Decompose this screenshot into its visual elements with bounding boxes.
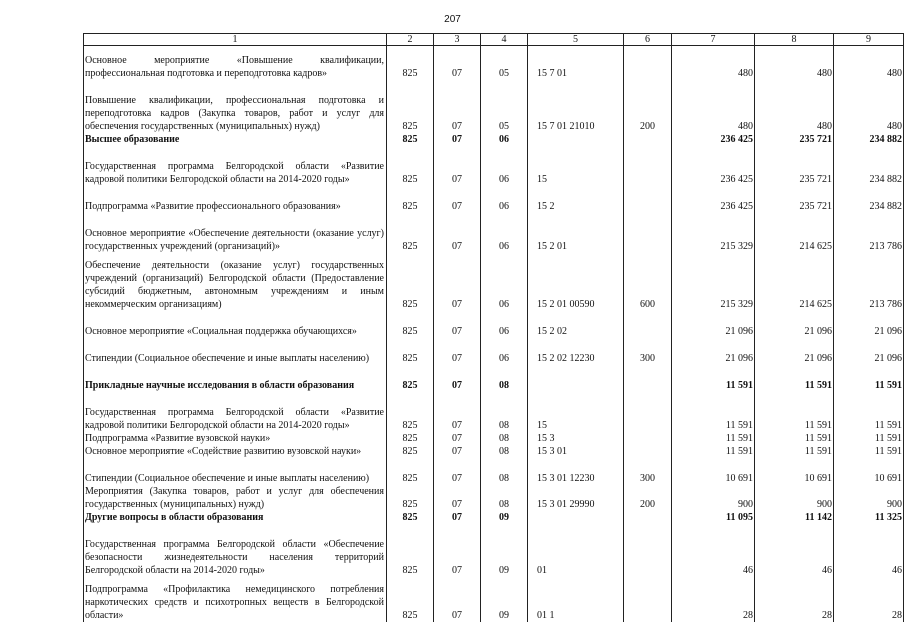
amount-2019-cell: 28: [672, 583, 755, 622]
table-row: [84, 133, 904, 146]
section-cell: 07: [434, 352, 481, 365]
amount-2021-cell: 480: [834, 54, 904, 80]
table-row: [84, 325, 904, 338]
expense-type-cell: [624, 227, 672, 253]
amount-2021-cell: 234 882: [834, 200, 904, 213]
target-article-cell: 15: [528, 160, 624, 186]
target-article-cell: 15 3 01: [528, 445, 624, 458]
section-cell: 07: [434, 54, 481, 80]
target-article-cell: 15 3 01 12230: [528, 472, 624, 485]
table-row: [84, 406, 904, 432]
amount-2019-cell: 11 591: [672, 445, 755, 458]
header-cell: 4: [481, 34, 528, 46]
section-cell: 07: [434, 406, 481, 432]
amount-2021-cell: 11 591: [834, 406, 904, 432]
ved-cell: 825: [387, 485, 434, 511]
amount-2019-cell: 11 591: [672, 406, 755, 432]
amount-2021-cell: 11 591: [834, 445, 904, 458]
header-cell: 1: [84, 34, 387, 46]
subsection-cell: 06: [481, 259, 528, 311]
ved-cell: 825: [387, 352, 434, 365]
row-spacer: [84, 338, 904, 352]
row-spacer: [84, 458, 904, 472]
section-cell: 07: [434, 133, 481, 146]
expense-type-cell: [624, 538, 672, 577]
amount-2020-cell: 480: [755, 94, 834, 133]
amount-2020-cell: 21 096: [755, 352, 834, 365]
section-cell: 07: [434, 485, 481, 511]
subsection-cell: 08: [481, 445, 528, 458]
amount-2020-cell: 235 721: [755, 160, 834, 186]
amount-2019-cell: 215 329: [672, 259, 755, 311]
ved-cell: 825: [387, 325, 434, 338]
subsection-cell: 09: [481, 538, 528, 577]
amount-2019-cell: 11 591: [672, 432, 755, 445]
row-spacer: [84, 46, 904, 55]
row-name-cell: Другие вопросы в области образования: [84, 511, 387, 524]
amount-2021-cell: 11 591: [834, 379, 904, 392]
ved-cell: 825: [387, 472, 434, 485]
amount-2021-cell: 46: [834, 538, 904, 577]
amount-2020-cell: 46: [755, 538, 834, 577]
target-article-cell: 15 7 01 21010: [528, 94, 624, 133]
row-spacer: [84, 213, 904, 227]
amount-2021-cell: 213 786: [834, 259, 904, 311]
section-cell: 07: [434, 160, 481, 186]
page-number: 207: [444, 14, 461, 25]
expense-type-cell: [624, 511, 672, 524]
target-article-cell: [528, 133, 624, 146]
section-cell: 07: [434, 538, 481, 577]
amount-2020-cell: 214 625: [755, 259, 834, 311]
target-article-cell: [528, 511, 624, 524]
amount-2020-cell: 11 591: [755, 406, 834, 432]
header-cell: 7: [672, 34, 755, 46]
row-name-cell: Подпрограмма «Развитие вузовской науки»: [84, 432, 387, 445]
amount-2019-cell: 10 691: [672, 472, 755, 485]
ved-cell: 825: [387, 406, 434, 432]
expense-type-cell: [624, 445, 672, 458]
amount-2020-cell: 11 591: [755, 432, 834, 445]
subsection-cell: 06: [481, 200, 528, 213]
row-spacer: [84, 80, 904, 94]
table-row: [84, 432, 904, 445]
amount-2021-cell: 21 096: [834, 325, 904, 338]
header-cell: 6: [624, 34, 672, 46]
ved-cell: 825: [387, 511, 434, 524]
budget-table: [83, 33, 904, 622]
section-cell: 07: [434, 94, 481, 133]
amount-2021-cell: 234 882: [834, 160, 904, 186]
row-name-cell: Основное мероприятие «Обеспечение деятельности (оказание услуг) государственных учреждений (организаций)»: [84, 227, 387, 253]
ved-cell: 825: [387, 200, 434, 213]
target-article-cell: 01: [528, 538, 624, 577]
amount-2021-cell: 11 591: [834, 432, 904, 445]
table-row: [84, 445, 904, 458]
expense-type-cell: [624, 406, 672, 432]
row-name-cell: Мероприятия (Закупка товаров, работ и услуг для обеспечения государственных (муниципальных) нужд): [84, 485, 387, 511]
section-cell: 07: [434, 432, 481, 445]
row-name-cell: Повышение квалификации, профессиональная подготовка и переподготовка кадров (Закупка товаров, работ и услуг для обеспечения государственных (муниципальных) нужд): [84, 94, 387, 133]
ved-cell: 825: [387, 94, 434, 133]
header-cell: 3: [434, 34, 481, 46]
amount-2020-cell: 235 721: [755, 200, 834, 213]
amount-2019-cell: 11 591: [672, 379, 755, 392]
amount-2019-cell: 480: [672, 94, 755, 133]
ved-cell: 825: [387, 160, 434, 186]
table-row: [84, 227, 904, 253]
expense-type-cell: [624, 54, 672, 80]
expense-type-cell: 600: [624, 259, 672, 311]
table-body: [84, 46, 904, 623]
row-name-cell: Государственная программа Белгородской области «Развитие кадровой политики Белгородской области на 2014-2020 годы»: [84, 406, 387, 432]
amount-2021-cell: 900: [834, 485, 904, 511]
row-spacer: [84, 524, 904, 538]
amount-2019-cell: 215 329: [672, 227, 755, 253]
row-name-cell: Высшее образование: [84, 133, 387, 146]
table-row: [84, 94, 904, 133]
ved-cell: 825: [387, 133, 434, 146]
row-name-cell: Основное мероприятие «Социальная поддержка обучающихся»: [84, 325, 387, 338]
table-row: [84, 200, 904, 213]
section-cell: 07: [434, 583, 481, 622]
amount-2019-cell: 236 425: [672, 200, 755, 213]
target-article-cell: 15 7 01: [528, 54, 624, 80]
subsection-cell: 08: [481, 432, 528, 445]
table-row: [84, 160, 904, 186]
target-article-cell: 15 2 02: [528, 325, 624, 338]
section-cell: 07: [434, 325, 481, 338]
subsection-cell: 06: [481, 227, 528, 253]
row-name-cell: Стипендии (Социальное обеспечение и иные выплаты населению): [84, 472, 387, 485]
amount-2021-cell: 213 786: [834, 227, 904, 253]
section-cell: 07: [434, 472, 481, 485]
header-row: [84, 34, 904, 46]
amount-2020-cell: 900: [755, 485, 834, 511]
target-article-cell: 15 3 01 29990: [528, 485, 624, 511]
row-name-cell: Стипендии (Социальное обеспечение и иные выплаты населению): [84, 352, 387, 365]
section-cell: 07: [434, 511, 481, 524]
expense-type-cell: [624, 583, 672, 622]
row-name-cell: Подпрограмма «Профилактика немедицинского потребления наркотических средств и психотропных веществ в Белгородской области»: [84, 583, 387, 622]
subsection-cell: 06: [481, 160, 528, 186]
ved-cell: 825: [387, 54, 434, 80]
subsection-cell: 08: [481, 379, 528, 392]
row-name-cell: Государственная программа Белгородской области «Обеспечение безопасности жизнедеятельности населения территорий Белгородской области на 2014-2020 годы»: [84, 538, 387, 577]
target-article-cell: 15: [528, 406, 624, 432]
amount-2021-cell: 10 691: [834, 472, 904, 485]
target-article-cell: [528, 379, 624, 392]
amount-2021-cell: 234 882: [834, 133, 904, 146]
expense-type-cell: 200: [624, 94, 672, 133]
target-article-cell: 01 1: [528, 583, 624, 622]
table-row: [84, 472, 904, 485]
header-cell: 5: [528, 34, 624, 46]
amount-2021-cell: 11 325: [834, 511, 904, 524]
amount-2019-cell: 11 095: [672, 511, 755, 524]
subsection-cell: 06: [481, 133, 528, 146]
table-row: [84, 485, 904, 511]
expense-type-cell: [624, 200, 672, 213]
amount-2021-cell: 21 096: [834, 352, 904, 365]
amount-2019-cell: 900: [672, 485, 755, 511]
target-article-cell: 15 2 01: [528, 227, 624, 253]
header-cell: 8: [755, 34, 834, 46]
row-name-cell: Основное мероприятие «Содействие развитию вузовской науки»: [84, 445, 387, 458]
subsection-cell: 05: [481, 54, 528, 80]
row-name-cell: Прикладные научные исследования в области образования: [84, 379, 387, 392]
header-cell: 9: [834, 34, 904, 46]
amount-2021-cell: 480: [834, 94, 904, 133]
row-spacer: [84, 311, 904, 325]
table-row: [84, 259, 904, 311]
ved-cell: 825: [387, 379, 434, 392]
amount-2020-cell: 214 625: [755, 227, 834, 253]
amount-2020-cell: 10 691: [755, 472, 834, 485]
target-article-cell: 15 2: [528, 200, 624, 213]
row-name-cell: Основное мероприятие «Повышение квалификации, профессиональная подготовка и переподготовка кадров»: [84, 54, 387, 80]
expense-type-cell: 300: [624, 472, 672, 485]
subsection-cell: 05: [481, 94, 528, 133]
expense-type-cell: 200: [624, 485, 672, 511]
amount-2021-cell: 28: [834, 583, 904, 622]
section-cell: 07: [434, 227, 481, 253]
section-cell: 07: [434, 200, 481, 213]
amount-2020-cell: 235 721: [755, 133, 834, 146]
amount-2019-cell: 236 425: [672, 160, 755, 186]
ved-cell: 825: [387, 259, 434, 311]
expense-type-cell: [624, 133, 672, 146]
expense-type-cell: [624, 432, 672, 445]
section-cell: 07: [434, 379, 481, 392]
amount-2020-cell: 28: [755, 583, 834, 622]
amount-2020-cell: 21 096: [755, 325, 834, 338]
subsection-cell: 06: [481, 325, 528, 338]
row-name-cell: Обеспечение деятельности (оказание услуг) государственных учреждений (организаций) Белгородской области (Предоставление субсидий бюджетным, автономным учреждениям и иным некоммерческим организациям): [84, 259, 387, 311]
amount-2020-cell: 11 591: [755, 379, 834, 392]
row-spacer: [84, 186, 904, 200]
subsection-cell: 06: [481, 352, 528, 365]
header-cell: 2: [387, 34, 434, 46]
amount-2020-cell: 11 142: [755, 511, 834, 524]
ved-cell: 825: [387, 445, 434, 458]
amount-2020-cell: 480: [755, 54, 834, 80]
target-article-cell: 15 3: [528, 432, 624, 445]
table-row: [84, 54, 904, 80]
expense-type-cell: [624, 160, 672, 186]
ved-cell: 825: [387, 583, 434, 622]
ved-cell: 825: [387, 538, 434, 577]
row-spacer: [84, 392, 904, 406]
section-cell: 07: [434, 259, 481, 311]
subsection-cell: 09: [481, 511, 528, 524]
amount-2019-cell: 236 425: [672, 133, 755, 146]
amount-2020-cell: 11 591: [755, 445, 834, 458]
row-spacer: [84, 146, 904, 160]
ved-cell: 825: [387, 432, 434, 445]
table-row: [84, 511, 904, 524]
row-name-cell: Подпрограмма «Развитие профессионального образования»: [84, 200, 387, 213]
subsection-cell: 08: [481, 472, 528, 485]
expense-type-cell: [624, 379, 672, 392]
subsection-cell: 08: [481, 485, 528, 511]
target-article-cell: 15 2 01 00590: [528, 259, 624, 311]
table-row: [84, 352, 904, 365]
ved-cell: 825: [387, 227, 434, 253]
table-row: [84, 538, 904, 577]
amount-2019-cell: 21 096: [672, 325, 755, 338]
amount-2019-cell: 480: [672, 54, 755, 80]
subsection-cell: 09: [481, 583, 528, 622]
expense-type-cell: 300: [624, 352, 672, 365]
amount-2019-cell: 21 096: [672, 352, 755, 365]
target-article-cell: 15 2 02 12230: [528, 352, 624, 365]
row-name-cell: Государственная программа Белгородской области «Развитие кадровой политики Белгородской области на 2014-2020 годы»: [84, 160, 387, 186]
table-row: [84, 379, 904, 392]
table-row: [84, 583, 904, 622]
expense-type-cell: [624, 325, 672, 338]
row-spacer: [84, 365, 904, 379]
subsection-cell: 08: [481, 406, 528, 432]
section-cell: 07: [434, 445, 481, 458]
amount-2019-cell: 46: [672, 538, 755, 577]
